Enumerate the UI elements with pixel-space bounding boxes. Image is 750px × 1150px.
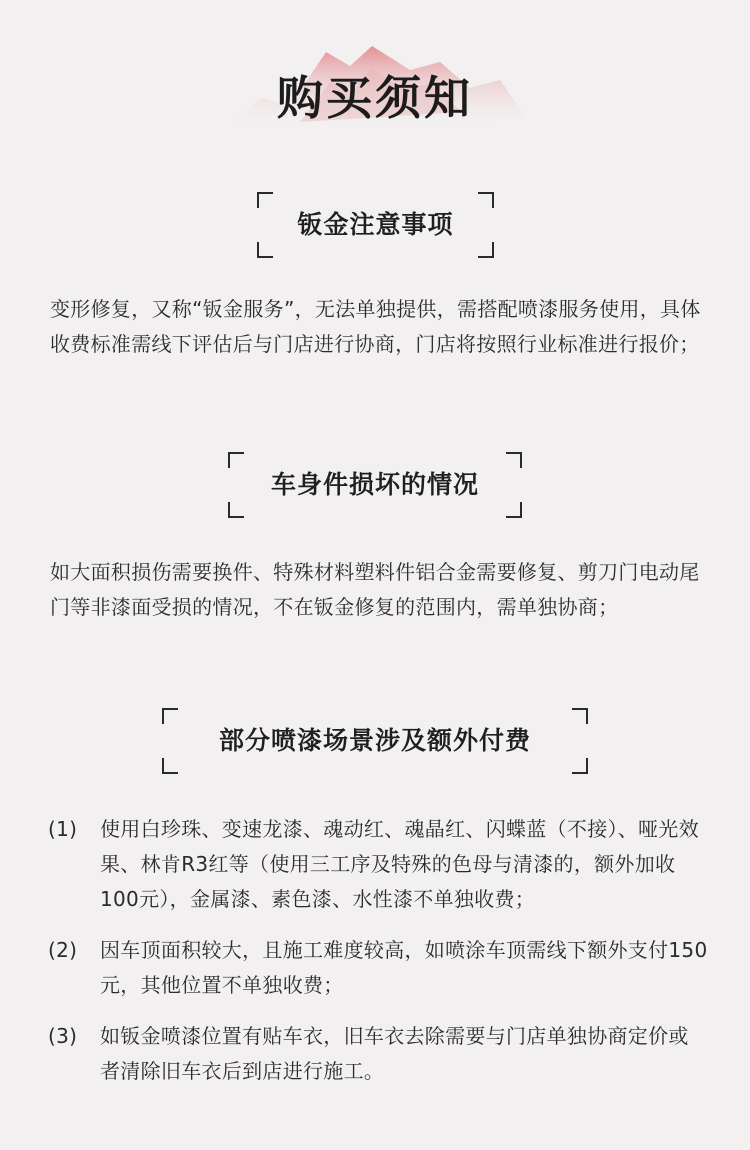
section-body-body-damage: 如大面积损伤需要换件、特殊材料塑料件铝合金需要修复、剪刀门电动尾门等非漆面受损的情况，不在钣金修复的范围内，需单独协商； xyxy=(50,560,700,619)
list-item-text: 因车顶面积较大，且施工难度较高，如喷涂车顶需线下额外支付150元，其他位置不单独收费； xyxy=(100,938,708,997)
extra-fee-list xyxy=(48,812,708,1105)
section-heading-sheet-metal xyxy=(257,192,494,258)
title-banner xyxy=(0,40,750,150)
list-item xyxy=(48,933,708,1003)
section-heading-text: 车身件损坏的情况 xyxy=(270,470,479,499)
list-item-number: (3) xyxy=(48,1024,78,1048)
list-item-text: 使用白珍珠、变速龙漆、魂动红、魂晶红、闪蝶蓝（不接）、哑光效果、林肯R3红等（使用三工序及特殊的色母与清漆的，额外加收100元），金属漆、素色漆、水性漆不单独收费； xyxy=(100,817,699,911)
list-item xyxy=(48,1019,708,1089)
section-heading-text: 钣金注意事项 xyxy=(297,210,454,239)
section-body-sheet-metal: 变形修复，又称“钣金服务”，无法单独提供，需搭配喷漆服务使用，具体收费标准需线下评估后与门店进行协商，门店将按照行业标准进行报价； xyxy=(50,297,701,356)
list-item-number: (1) xyxy=(48,817,78,841)
list-item-text: 如钣金喷漆位置有贴车衣，旧车衣去除需要与门店单独协商定价或者清除旧车衣后到店进行施工。 xyxy=(100,1024,689,1083)
section-heading-extra-fees xyxy=(162,708,588,774)
list-item-number: (2) xyxy=(48,938,78,962)
section-heading-text: 部分喷漆场景涉及额外付费 xyxy=(218,726,531,755)
page-title: 购买须知 xyxy=(277,71,473,125)
list-item xyxy=(48,812,708,917)
section-heading-body-damage xyxy=(228,452,522,518)
